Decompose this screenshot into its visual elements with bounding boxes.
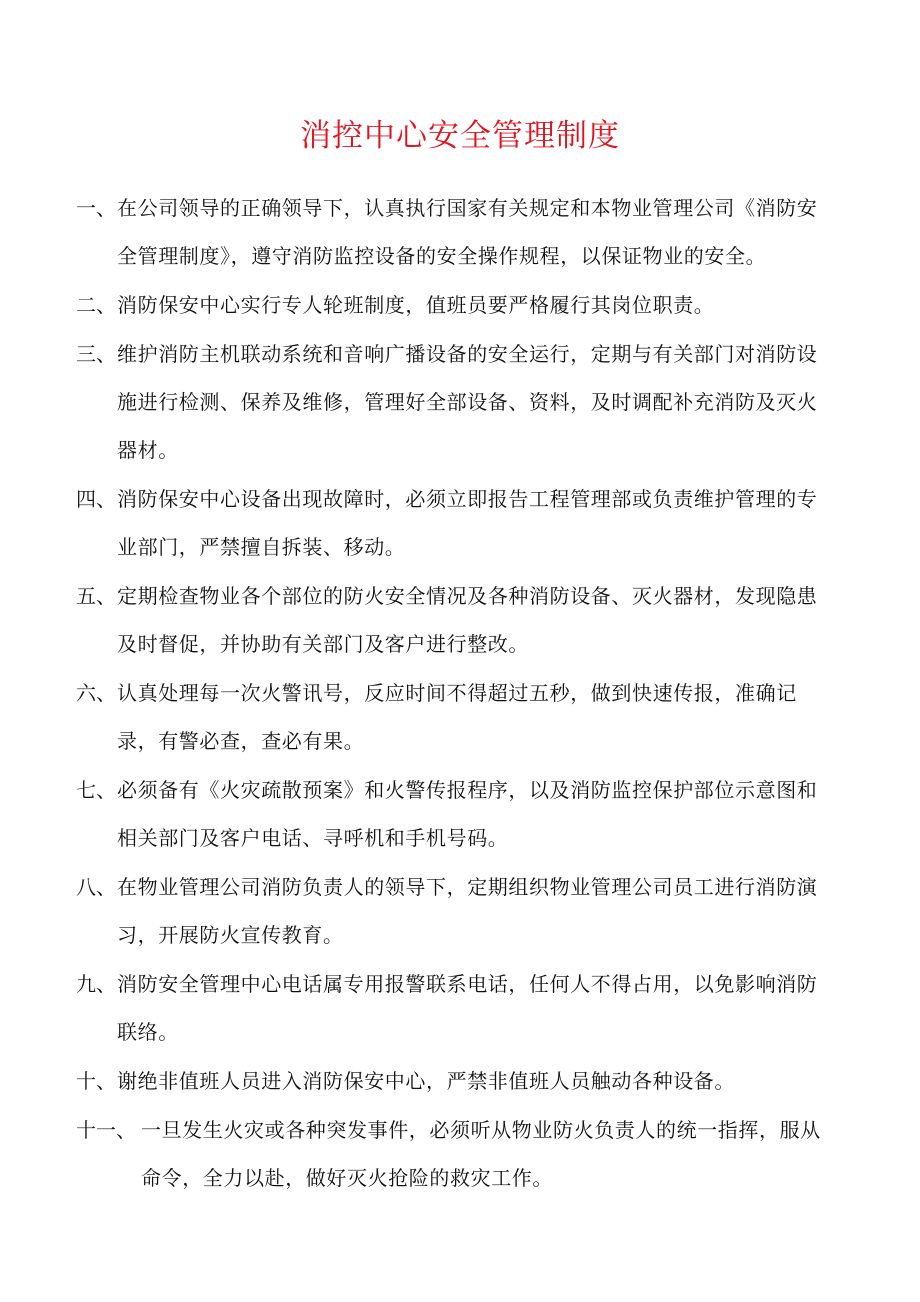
item-number: 七、: [76, 778, 116, 802]
item-text: 谢绝非值班人员进入消防保安中心，严禁非值班人员触动各种设备。: [117, 1069, 735, 1093]
item-number: 二、: [76, 293, 116, 317]
item-text: 消防保安中心设备出现故障时，必须立即报告工程管理部或负责维护管理的专业部门，严禁擅自拆装、移动。: [117, 487, 818, 559]
item-number: 六、: [76, 681, 116, 705]
regulation-list: [0, 184, 920, 1203]
item-text: 认真处理每一次火警讯号，反应时间不得超过五秒，做到快速传报，准确记录，有警必查，查必有果。: [117, 681, 797, 753]
list-item: [0, 1106, 834, 1202]
item-number: 九、: [76, 972, 116, 996]
item-number: 十、: [76, 1069, 116, 1093]
list-item: [0, 330, 834, 474]
item-text: 消防安全管理中心电话属专用报警联系电话，任何人不得占用，以免影响消防联络。: [117, 972, 818, 1044]
list-item: [0, 281, 834, 329]
item-text: 维护消防主机联动系统和音响广播设备的安全运行，定期与有关部门对消防设施进行检测、保养及维修，管理好全部设备、资料，及时调配补充消防及灭火器材。: [117, 342, 818, 462]
list-item: [0, 669, 834, 765]
list-item: [0, 766, 834, 862]
item-text: 必须备有《火灾疏散预案》和火警传报程序，以及消防监控保护部位示意图和相关部门及客户电话、寻呼机和手机号码。: [117, 778, 818, 850]
item-text: 在物业管理公司消防负责人的领导下，定期组织物业管理公司员工进行消防演习，开展防火宣传教育。: [117, 875, 818, 947]
item-number: 三、: [76, 342, 116, 366]
item-text: 消防保安中心实行专人轮班制度，值班员要严格履行其岗位职责。: [117, 293, 715, 317]
item-number: 四、: [76, 487, 116, 511]
item-number: 十一、: [76, 1118, 136, 1142]
list-item: [0, 184, 834, 280]
item-number: 五、: [76, 584, 116, 608]
list-item: [0, 1057, 834, 1105]
item-text: 定期检查物业各个部位的防火安全情况及各种消防设备、灭火器材，发现隐患及时督促，并协助有关部门及客户进行整改。: [117, 584, 818, 656]
document-title: 消控中心安全管理制度: [300, 118, 620, 154]
list-item: [0, 475, 834, 571]
list-item: [0, 863, 834, 959]
item-text: 在公司领导的正确领导下，认真执行国家有关规定和本物业管理公司《消防安全管理制度》，遵守消防监控设备的安全操作规程，以保证物业的安全。: [117, 196, 818, 268]
list-item: [0, 960, 834, 1056]
item-text: 一旦发生火灾或各种突发事件，必须听从物业防火负责人的统一指挥，服从命令，全力以赴，做好灭火抢险的救灾工作。: [141, 1118, 821, 1190]
item-number: 一、: [76, 196, 116, 220]
list-item: [0, 572, 834, 668]
item-number: 八、: [76, 875, 116, 899]
